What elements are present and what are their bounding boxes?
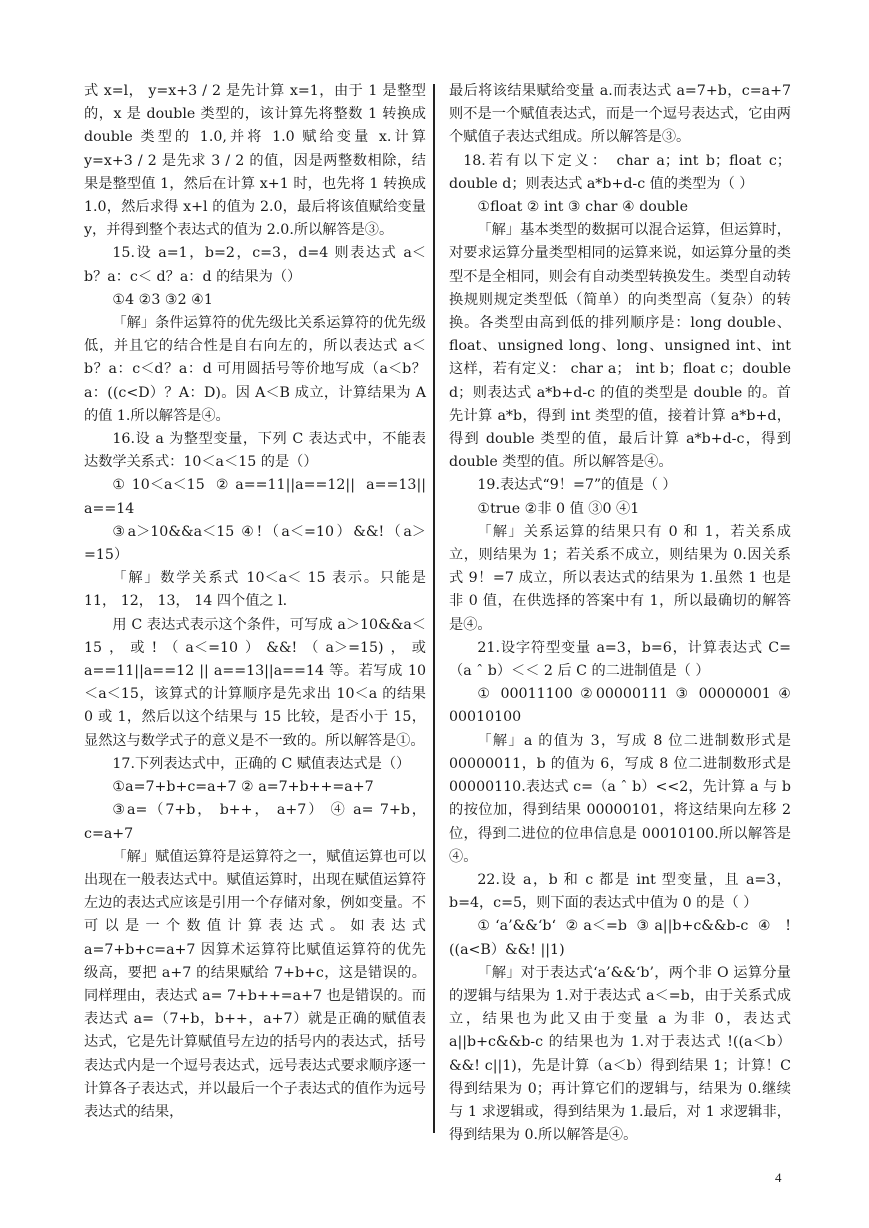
question-18-options: ①float ② int ③ char ④ double [477,199,688,216]
answer-explanation-17: 「解」赋值运算符是运算符之一，赋值运算也可以出现在一般表达式中。赋值运算时，出现在赋值运算符左边的表达式应该是引用一个存储对象，例如变量。不可以是一个数值计算表达式。如表达式 a=7+b+c=a+7 因算术运算符比赋值运算符的优先级高，要把 a+7 的结果赋给 7+b+c，这是错误的。同样理由，表达式 a= 7+b++=a+7 也是错误的。而表达式 a=（7+b，b++，a+7）就是正确的赋值表达式，它是先计算赋值号左边的括号内的表达式，括号表达式内是一个逗号表达式，远号表达式要求顺序逐一计算各子表达式，并以最后一个子表达式的值作为远号表达式的结果， [84,848,426,1120]
question-19: 19.表达式“9！=7”的值是（ ） [477,477,677,494]
page-number: 4 [775,1170,782,1185]
answer-explanation-18: 「解」基本类型的数据可以混合运算，但运算时，对要求运算分量类型相同的运算来说，如运算分量的类型不是全相同，则会有自动类型转换发生。类型自动转换规则规定类型低（简单）的向类型高（复杂）的转换。各类型由高到低的排列顺序是：long double、float、unsigned long、long、unsigned int、int 这样，若有定义： char a； int b；float c；double d；则表达式 a*b+d-c 的值的类型是 double 的。首先计算 a*b，得到 int 类型的值，接着计算 a*b+d，得到 double 类型的值，最后计算 a*b+d-c，得到 double 类型的值。所以解答是④。 [449,222,791,471]
question-15: 15.设 a=1，b=2，c=3，d=4 则表达式 a＜ b？a：c＜ d？a：d 的结果为（） [84,245,426,285]
answer-explanation-19: 「解」关系运算的结果只有 0 和 1，若关系成立，则结果为 1；若关系不成立，则结果为 0.因关系式 9！=7 成立，所以表达式的结果为 1.虽然 1 也是非 0 值，在供选择的答案中有 1，所以最确切的解答是④。 [449,523,791,633]
question-17-options-b: ③a=（7+b， b++， a+7） ④ a= 7+b，c=a+7 [84,802,426,842]
answer-explanation-22: 「解」对于表达式‘a’&&‘b’，两个非 O 运算分量的逻辑与结果为 1.对于表达式 a＜=b，由于关系式成立，结果也为此又由于变量 a 为非 0，表达式 a||b+c&&b-c 的结果也为 1.对于表达式 !((a＜b）&&! c||1)，先是计算（a＜b）得到结果 1；计算！C 得到结果为 0；再计算它们的逻辑与，结果为 0.继续与 1 求逻辑或，得到结果为 1.最后，对 1 求逻辑非，得到结果为 0.所以解答是④。 [449,964,791,1144]
question-16: 16.设 a 为整型变量，下列 C 表达式中，不能表达数学关系式：10＜a＜15 的是（） [84,431,426,471]
right-column [449,80,791,1147]
question-17: 17.下列表达式中，正确的 C 赋值表达式是（） [112,755,411,772]
paragraph: 式 x=l， y=x+3 / 2 是先计算 x=1，由于 1 是整型的，x 是 double 类型的，该计算先将整数 1 转换成 double 类型的 1.0,并将 1.0 赋给变量 x.计算 y=x+3 / 2 是先求 3 / 2 的值，因是两整数相除，结果是整型值 1，然后在计算 x+1 时，也先将 1 转换成 1.0，然后求得 x+l 的值为 2.0，最后将该值赋给变量 y，并得到整个表达式的值为 2.0.所以解答是③。 [84,83,426,239]
answer-explanation-15: 「解」条件运算符的优先级比关系运算符的优先级低，并且它的结合性是自右向左的，所以表达式 a＜b？a：c＜d？a：d 可用圆括号等价地写成（a＜b？a：((c<D）？A：D)。因 A＜B 成立，计算结果为 A 的值 1.所以解答是④。 [84,315,426,424]
question-16-options-b: ③a＞10&&a＜15 ④!（a＜=10）&&!（a＞=15） [84,523,426,564]
question-18: 18.若有以下定义： char a；int b；float c； double d；则表达式 a*b+d-c 值的类型为（ ） [449,152,791,192]
answer-explanation-16: 「解」数学关系式 10＜a＜ 15 表示。只能是 11， 12， 13， 14 四个值之 l. [84,570,426,610]
question-21: 21.设字符型变量 a=3，b=6，计算表达式 C=（a ˆ b）＜＜ 2 后 C 的二进制值是（ ） [449,639,791,680]
question-19-options: ①true ②非 0 值 ③0 ④1 [477,500,640,517]
left-column [84,80,426,1124]
question-22-options: ①‘a’&&‘b‘ ②a＜=b ③a||b+c&&b-c ④ ! ((a<B）&&! ||1) [449,918,791,958]
question-17-options-a: ①a=7+b+c=a+7 ② a=7+b++=a+7 [112,779,374,796]
question-15-options: ①4 ②3 ③2 ④1 [112,291,213,308]
question-16-options-a: ①10＜a＜15 ②a==11||a==12|| a==13|| a==14 [84,477,426,517]
question-22: 22.设 a，b 和 c 都是 int 型变量，且 a=3，b=4，c=5，则下面的表达式中值为 0 的是（ ） [449,871,791,912]
answer-explanation-21: 「解」a 的值为 3，写成 8 位二进制数形式是 00000011，b 的值为 6，写成 8 位二进制数形式是 00000110.表达式 c=（a ˆ b）<<2，先计算 a 与 b 的按位加，得到结果 00000101，将这结果向左移 2 位，得到二进位的位串信息是 00010100.所以解答是④。 [449,732,791,865]
column-divider [433,84,435,1133]
paragraph: 最后将该结果赋给变量 a.而表达式 a=7+b，c=a+7 则不是一个赋值表达式，而是一个逗号表达式，它由两个赋值子表达式组成。所以解答是③。 [449,83,791,146]
paragraph: 用 C 表达式表示这个条件，可写成 a＞10&&a＜15，或!（a＜=10）&&!（a＞=15)，或 a==11||a==12 || a==13||a==14 等。若写成 10＜a＜15，该算式的计算顺序是先求出 10＜a 的结果 0 或 1，然后以这个结果与 15 比较，是否小于 15，显然这与数学式子的意义是不一致的。所以解答是①。 [84,616,426,749]
question-21-options: ① 00011100 ②00000111 ③ 00000001 ④ 00010100 [449,686,791,726]
